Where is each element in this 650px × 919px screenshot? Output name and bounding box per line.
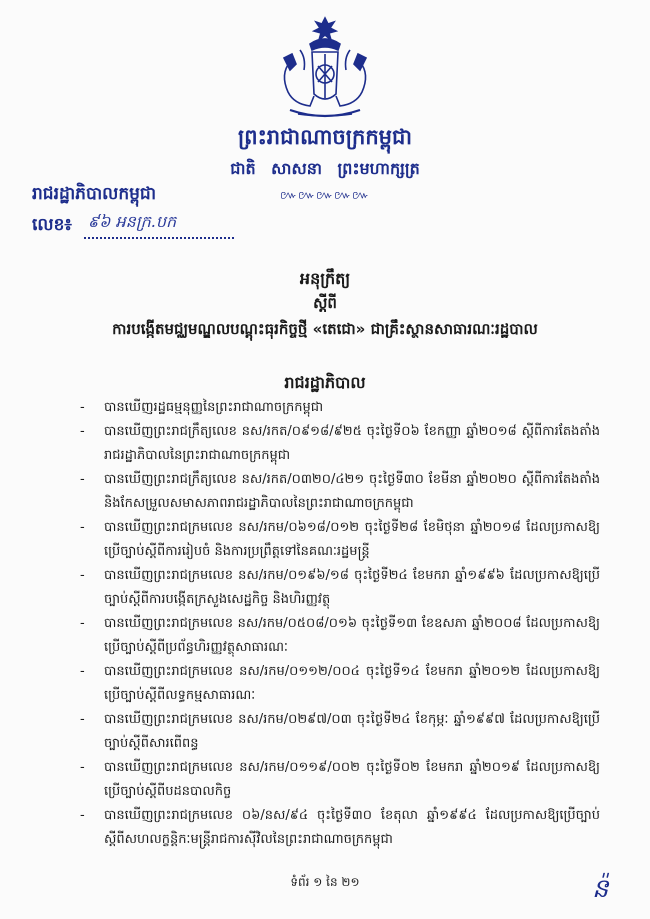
list-item: - បានឃើញព្រះរាជក្រមលេខ នស/រកម/០៦១៨/០១២ ចុះថ្ងៃទី២៨ ខែមិថុនា ឆ្នាំ២០១៨ ដែលប្រកាសឱ្យប្រើច្បាប់ស្តីពីការរៀបចំ និងការប្រព្រឹត្តទៅនៃគណៈរដ្ឋមន្ត្រី	[80, 520, 600, 559]
list-item: - បានឃើញរដ្ឋធម្មនុញ្ញនៃព្រះរាជាណាចក្រកម្ពុជា	[80, 400, 324, 415]
handwritten-initials: ន៉	[592, 874, 609, 904]
list-item: - បានឃើញព្រះរាជក្រមលេខ នស/រកម/០១១៩/០០២ ចុះថ្ងៃទី០២ ខែមករា ឆ្នាំ២០១៩ ដែលប្រកាសឱ្យប្រើច្បាប់ស្តីពីបដនបាលកិច្ច	[80, 760, 600, 799]
list-item: - បានឃើញព្រះរាជក្រមលេខ ០៦/នស/៩៤ ចុះថ្ងៃទី៣០ ខែតុលា ឆ្នាំ១៩៩៤ ដែលប្រកាសឱ្យប្រើច្បាប់ស្តីពីសហលក្ខន្តិកៈមន្ត្រីរាជការស៊ីវិលនៃព្រះរាជាណាចក្រកម្ពុជា	[80, 808, 600, 847]
reference-number-row	[32, 214, 234, 239]
section-heading: រាជរដ្ឋាភិបាល	[284, 373, 366, 392]
list-item: - បានឃើញព្រះរាជក្រមលេខ នស/រកម/០១១២/០០៤ ចុះថ្ងៃទី១៤ ខែមករា ឆ្នាំ២០១២ ដែលប្រកាសឱ្យប្រើច្បាប់ស្តីពីលទ្ធកម្មសាធារណៈ	[80, 664, 600, 703]
number-line	[84, 212, 234, 239]
list-item: - បានឃើញព្រះរាជក្រមលេខ នស/រកម/០៥០៨/០១៦ ចុះថ្ងៃទី១៣ ខែឧសភា ឆ្នាំ២០០៨ ដែលប្រកាសឱ្យប្រើច្បាប់ស្តីពីប្រព័ន្ធហិរញ្ញវត្ថុសាធារណៈ	[80, 616, 600, 655]
document-about: ស្តីពី	[313, 294, 337, 312]
issuer-name: រាជរដ្ឋាភិបាលកម្ពុជា	[32, 184, 157, 204]
list-item: - បានឃើញព្រះរាជក្រឹត្យលេខ នស/រកត/០៣២០/៤២១ ចុះថ្ងៃទី៣០ ខែមីនា ឆ្នាំ២០២០ ស្តីពីការតែងតាំង និងកែសម្រួលសមាសភាពរាជរដ្ឋាភិបាលនៃព្រះរាជាណាចក្រកម្ពុជា	[80, 472, 600, 511]
list-item: - បានឃើញព្រះរាជក្រឹត្យលេខ នស/រកត/០៩១៨/៩២៥ ចុះថ្ងៃទី០៦ ខែកញ្ញា ឆ្នាំ២០១៨ ស្តីពីការតែងតាំងរាជរដ្ឋាភិបាលនៃព្រះរាជាណាចក្រកម្ពុជា	[80, 424, 600, 463]
recitals-list	[80, 396, 600, 852]
page-number: ទំព័រ ១ នៃ ២១	[290, 875, 360, 889]
document-subject: ការបង្កើតមជ្ឈមណ្ឌលបណ្តុះធុរកិច្ចថ្មី «តេជោ» ជាគ្រឹះស្ថានសាធារណៈរដ្ឋបាល	[112, 320, 538, 338]
ornament-divider: ៚៚៚៚៚	[280, 188, 370, 202]
list-item: - បានឃើញព្រះរាជក្រមលេខ នស/រកម/០១៩៦/១៨ ចុះថ្ងៃទី២៤ ខែមករា ឆ្នាំ១៩៩៦ ដែលប្រកាសឱ្យប្រើច្បាប់ស្តីពីការបង្កើតក្រសួងសេដ្ឋកិច្ច និងហិរញ្ញវត្ថុ	[80, 568, 600, 607]
kingdom-title: ព្រះរាជាណាចក្រកម្ពុជា	[237, 125, 412, 149]
list-item: - បានឃើញព្រះរាជក្រមលេខ នស/រកម/០២៩៧/០៣ ចុះថ្ងៃទី២៤ ខែកុម្ភៈ ឆ្នាំ១៩៩៧ ដែលប្រកាសឱ្យប្រើច្បាប់ស្តីពីសារពើពន្ធ	[80, 712, 600, 751]
royal-coat-of-arms-icon	[270, 14, 380, 122]
handwritten-number: ៩៦ អនក្រ.បក	[87, 212, 177, 231]
document-type: អនុក្រឹត្យ	[299, 269, 351, 288]
national-motto: ជាតិ សាសនា ព្រះមហាក្សត្រ	[230, 159, 420, 178]
number-label: លេខ៖	[32, 215, 72, 235]
